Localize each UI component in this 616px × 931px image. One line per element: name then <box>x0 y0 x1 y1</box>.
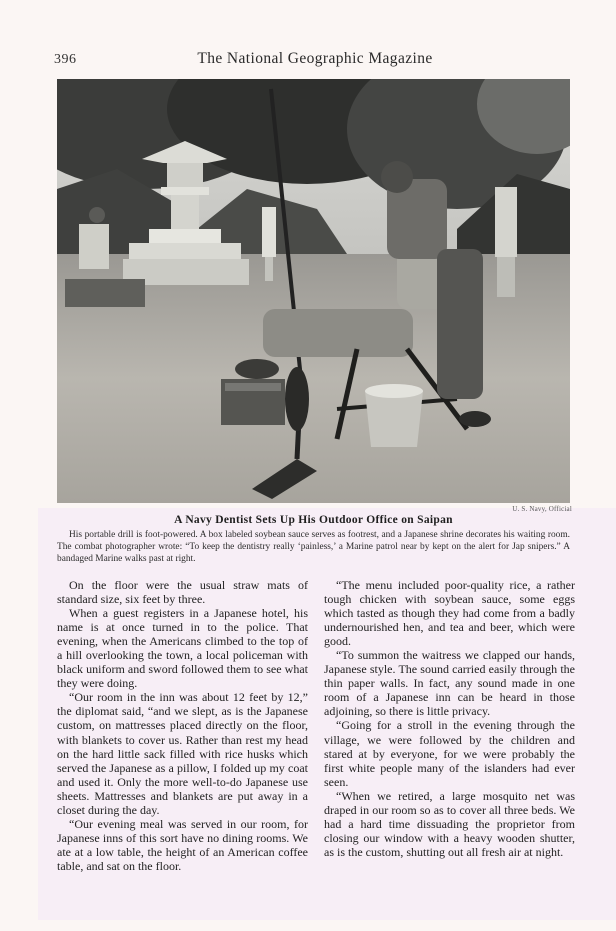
page-number: 396 <box>54 52 77 67</box>
paragraph: “Our evening meal was served in our room, for Japanese inns of this sort have no dining rooms. We ate at a low table, the height of an American coffee table, and sat on the floor. <box>57 816 308 873</box>
paragraph: On the floor were the usual straw mats of standard size, six feet by three. <box>57 578 308 607</box>
dentist-photograph <box>57 79 570 503</box>
caption-title: A Navy Dentist Sets Up His Outdoor Office on Saipan <box>174 514 453 526</box>
article-right-column <box>324 578 575 859</box>
caption-text: His portable drill is foot-powered. A box labeled soybean sauce serves as footrest, and a Japanese shrine decorates his waiting room. The combat photographer wrote: “To keep the dentistry really ‘painless,’ a Marine patrol near by kept on the alert for Jap snipers.” A bandaged Marine walks past at right. <box>57 530 570 564</box>
paragraph: “The menu included poor-quality rice, a rather tough chicken with soybean sauce, some eggs which tasted as though they had come from a badly undernourished hen, and tea and beer, which were good. <box>324 578 575 649</box>
paragraph: “Our room in the inn was about 12 feet by 12,” the diplomat said, “and we slept, as is the Japanese custom, on mattresses placed directly on the floor, with blankets to cover us. Rather than rest my head on the hard little sack filled with rice husks which served the Japanese as a pillow, I folded up my coat and used it. Only the more well-to-do Japanese use sheets. Mattresses and blankets are put away in a closet during the day. <box>57 690 308 817</box>
photo-credit: U. S. Navy, Official <box>512 505 572 513</box>
paragraph: “To summon the waitress we clapped our hands, Japanese style. The sound carried easily through the thin paper walls. In fact, any sound made in one room of a Japanese inn can be heard in those adjoining, so there is little privacy. <box>324 648 575 719</box>
paragraph: “Going for a stroll in the evening through the village, we were followed by the children and stared at by everyone, for we were probably the first white people many of the islanders had ever seen. <box>324 718 575 789</box>
running-head: The National Geographic Magazine <box>197 50 433 67</box>
paragraph: “When we retired, a large mosquito net was draped in our room so as to cover all three beds. We had a hard time dissuading the proprietor from closing our window with a heavy wooden shutter, as is the custom, shutting out all fresh air at night. <box>324 788 575 859</box>
paragraph: When a guest registers in a Japanese hotel, his name is at once turned in to the police. That evening, when the Americans climbed to the top of a hill overlooking the town, a local policeman with black uniform and sword followed them to see what they were doing. <box>57 606 308 691</box>
article-left-column <box>57 578 308 873</box>
